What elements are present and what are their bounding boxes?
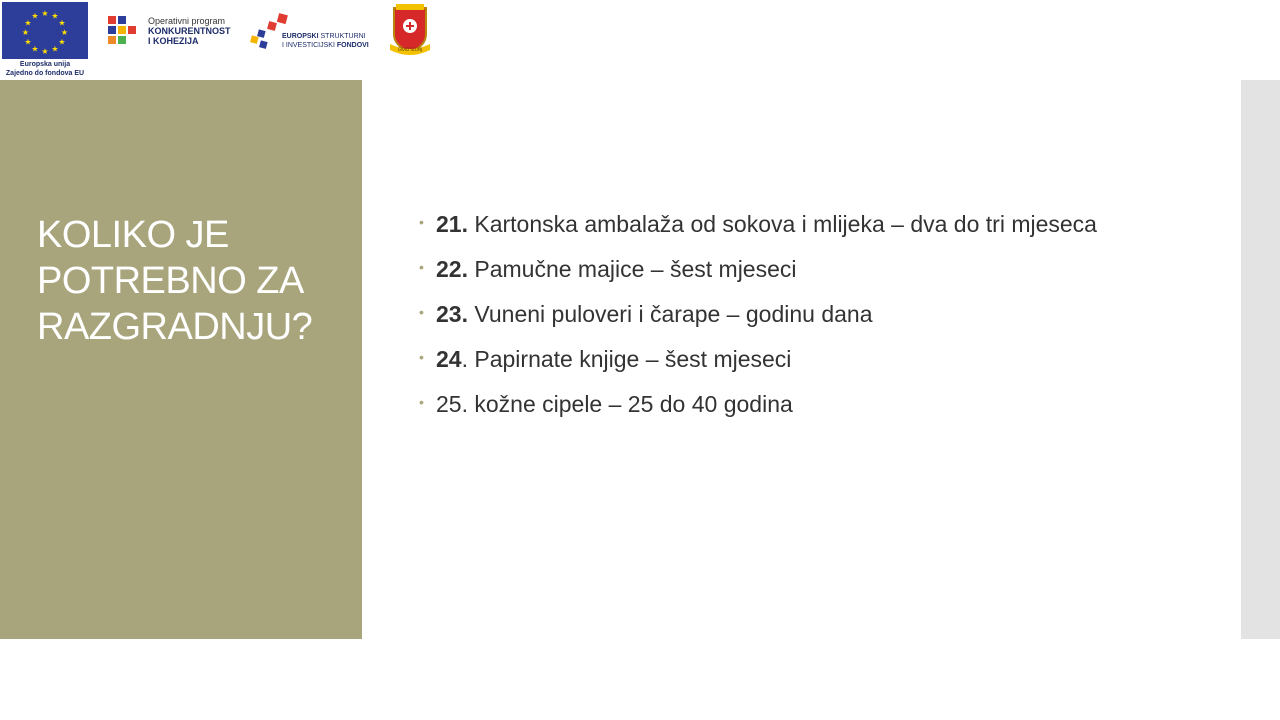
- bullet-icon: •: [419, 304, 424, 320]
- list-item: [418, 384, 1097, 429]
- item-text: . Papirnate knjige – šest mjeseci: [461, 346, 792, 372]
- side-bar: [1241, 80, 1280, 639]
- city-crest-icon: [386, 4, 434, 56]
- bullet-icon: •: [419, 214, 424, 230]
- svg-text:★: ★: [51, 44, 59, 54]
- svg-text:★: ★: [41, 47, 49, 56]
- list-item: [418, 294, 1097, 339]
- svg-text:★: ★: [24, 37, 32, 47]
- content-area: [362, 80, 1241, 639]
- svg-text:★: ★: [60, 28, 69, 37]
- svg-text:★: ★: [24, 18, 32, 28]
- item-text: Vuneni puloveri i čarape – godinu dana: [467, 301, 873, 327]
- item-text: Pamučne majice – šest mjeseci: [467, 256, 797, 282]
- list-item: [418, 339, 1097, 384]
- svg-text:★: ★: [21, 28, 30, 37]
- svg-text:★: ★: [58, 18, 66, 28]
- list-item: [418, 204, 1097, 249]
- list-item: [418, 249, 1097, 294]
- bullet-icon: •: [419, 259, 424, 275]
- esif-text: EUROPSKI STRUKTURNI I INVESTICIJSKI FONDOVI: [282, 33, 369, 49]
- item-number: 22.: [436, 256, 468, 282]
- item-text: 25. kožne cipele – 25 do 40 godina: [436, 391, 793, 417]
- svg-text:★: ★: [58, 37, 66, 47]
- slide-title: KOLIKO JE POTREBNO ZA RAZGRADNJU?: [37, 214, 313, 348]
- item-text: Kartonska ambalaža od sokova i mlijeka – dva do tri mjeseca: [467, 211, 1097, 237]
- esif-logo: [248, 12, 378, 54]
- operational-program-logo: [106, 14, 236, 54]
- svg-text:★: ★: [31, 44, 39, 54]
- item-number: 24: [436, 346, 462, 372]
- svg-text:★: ★: [31, 11, 39, 21]
- bullet-list: [418, 204, 1097, 429]
- eu-flag-icon: [2, 2, 88, 59]
- item-number: 23.: [436, 301, 468, 327]
- operational-program-text: Operativni program KONKURENTNOST I KOHEZIJA: [148, 16, 231, 46]
- crest-text: GRAD SLUNJ: [397, 47, 423, 52]
- svg-text:★: ★: [51, 11, 59, 21]
- eu-caption: Europska unija Zajedno do fondova EU: [5, 61, 85, 77]
- operational-program-mark-icon: [106, 14, 140, 50]
- svg-text:★: ★: [41, 9, 49, 18]
- bullet-icon: •: [419, 394, 424, 410]
- bullet-icon: •: [419, 349, 424, 365]
- title-panel: [0, 80, 362, 639]
- eu-logo: [2, 2, 88, 78]
- logo-strip: [0, 0, 434, 80]
- item-number: 21.: [436, 211, 468, 237]
